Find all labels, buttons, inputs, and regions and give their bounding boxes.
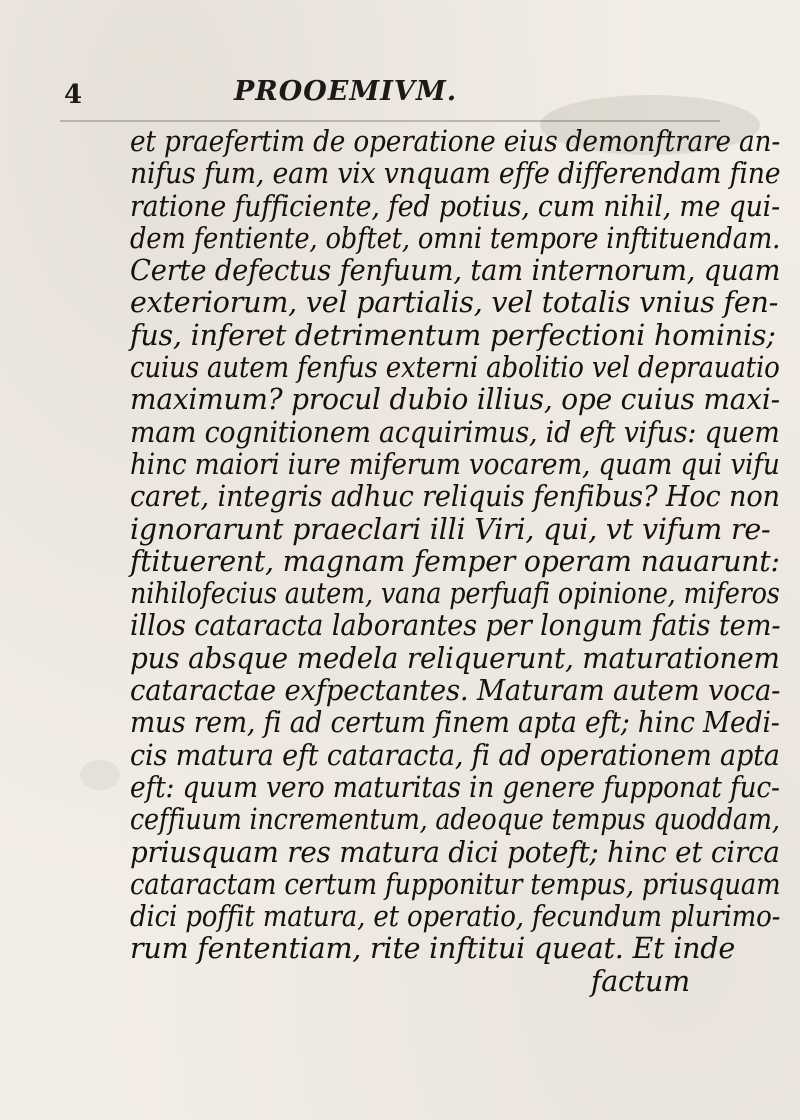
text-line: et praefertim de operatione eius demonftrare an-	[130, 125, 781, 158]
text-line: nifus fum, eam vix vnquam effe differendam fine	[130, 157, 781, 191]
text-line: pus absque medela reliquerunt, maturationem	[130, 641, 780, 675]
header-rule	[60, 120, 720, 122]
text-line: mam cognitionem acquirimus, id eft vifus: quem	[130, 415, 780, 449]
body-text	[130, 126, 780, 998]
text-line: rum fententiam, rite inftitui queat. Et inde	[130, 932, 736, 966]
text-line: ignorarunt praeclari illi Viri, qui, vt vifum re-	[130, 512, 771, 546]
text-line: maximum? procul dubio illius, ope cuius maxi-	[130, 383, 780, 417]
text-line: Certe defectus fenfuum, tam internorum, quam	[130, 254, 781, 288]
text-line: eft: quum vero maturitas in genere fupponat fuc-	[130, 770, 780, 804]
text-line: cis matura eft cataracta, fi ad operationem apta	[130, 738, 780, 772]
text-line: illos cataracta laborantes per longum fatis tem-	[130, 609, 781, 643]
text-line: ratione fufficiente, fed potius, cum nihil, me qui-	[130, 189, 780, 223]
text-line: dem fentiente, obftet, omni tempore inftituendam.	[130, 221, 781, 255]
page-number: 4	[64, 80, 83, 110]
text-line: fus, inferet detrimentum perfectioni hominis;	[130, 318, 776, 352]
text-line: hinc maiori iure miferum vocarem, quam qui vifu	[130, 447, 780, 481]
text-line: cataractam certum fupponitur tempus, priusquam	[130, 867, 781, 901]
text-line: caret, integris adhuc reliquis fenfibus? Hoc non	[130, 480, 780, 514]
paper-stain	[80, 760, 120, 790]
text-line: priusquam res matura dici poteft; hinc et circa	[130, 835, 780, 869]
text-line: cataractae exfpectantes. Maturam autem voca-	[130, 674, 781, 708]
text-line: exteriorum, vel partialis, vel totalis vnius fen-	[130, 286, 779, 320]
text-line: cuius autem fenfus externi abolitio vel deprauatio	[130, 351, 780, 385]
page-header	[64, 76, 704, 116]
running-head: PROOEMIVM.	[234, 76, 458, 107]
text-line: nihilofecius autem, vana perfuafi opinione, miferos	[130, 577, 780, 611]
text-line: mus rem, fi ad certum finem apta eft; hinc Medi-	[130, 706, 780, 740]
text-line: ceffiuum incrementum, adeoque tempus quoddam,	[130, 803, 780, 837]
text-line: dici poffit matura, et operatio, fecundum plurimo-	[130, 900, 781, 934]
text-line: ftituerent, magnam femper operam nauarunt:	[130, 544, 780, 578]
catchword: factum	[590, 964, 690, 998]
